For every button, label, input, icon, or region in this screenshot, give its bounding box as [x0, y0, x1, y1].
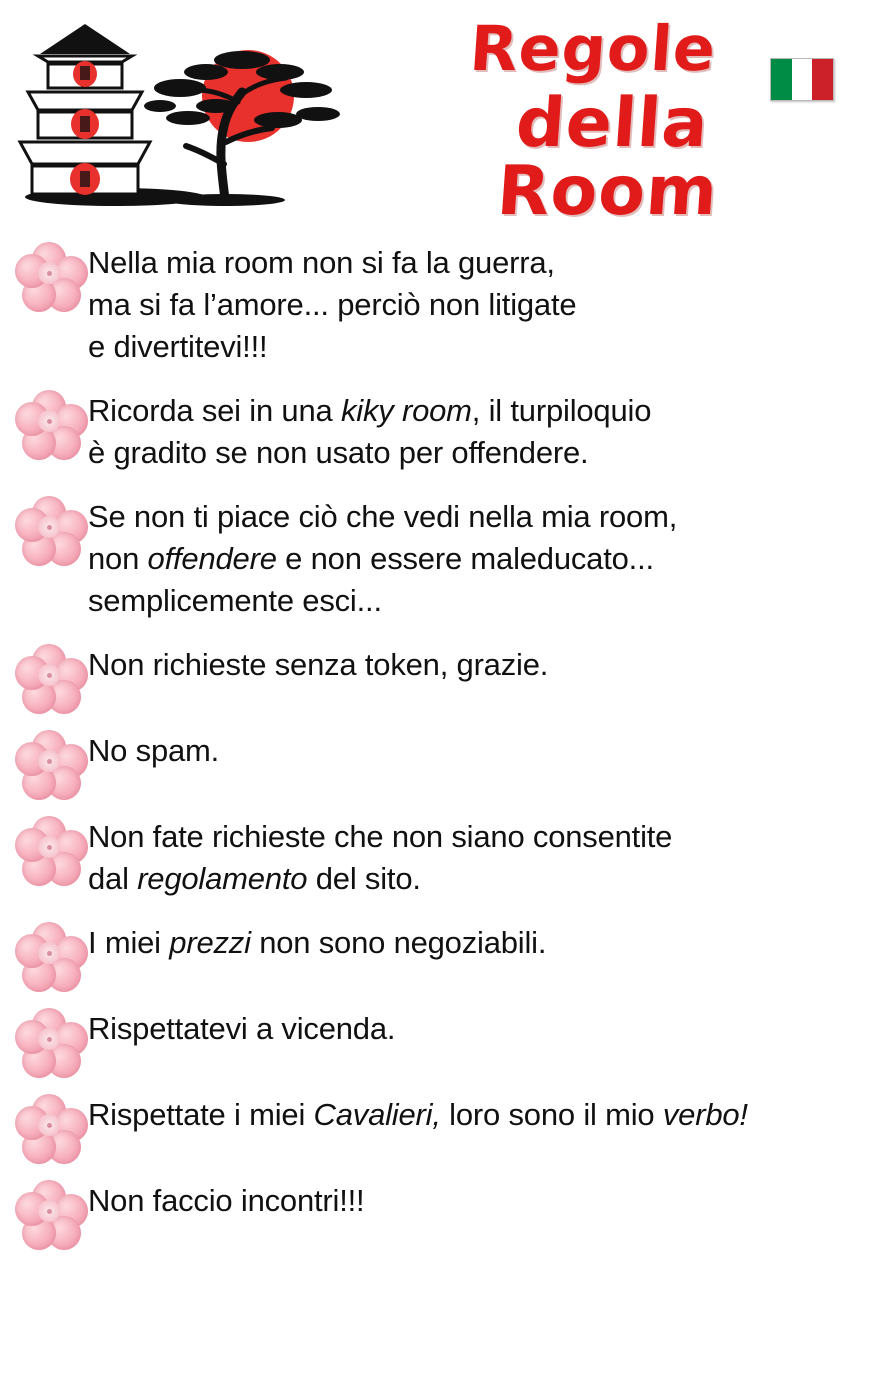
- plain-text: Se non ti piace ciò che vedi nella mia room,: [88, 499, 678, 534]
- plain-text: , il turpiloquio: [471, 393, 652, 428]
- rule-text: [88, 1090, 748, 1136]
- rule-text-line: [88, 1180, 364, 1222]
- header: [0, 0, 886, 232]
- cherry-blossom-icon: [14, 920, 88, 986]
- rule-text-line: [88, 284, 576, 326]
- emphasis-text: Cavalieri,: [313, 1097, 441, 1132]
- plain-text: Non faccio incontri!!!: [88, 1183, 365, 1218]
- rule-text-line: [88, 580, 677, 622]
- flag-stripe-red: [812, 59, 833, 100]
- emphasis-text: kiky room: [340, 393, 472, 428]
- rule-text-line: [88, 326, 576, 368]
- italian-flag: [770, 58, 834, 101]
- pagoda-cherry-tree-art: [10, 14, 360, 219]
- plain-text: ma si fa l’amore... perciò non litigate: [88, 287, 577, 322]
- emphasis-text: verbo!: [662, 1097, 748, 1132]
- cherry-blossom-icon: [14, 1178, 88, 1244]
- rules-list: [0, 232, 886, 1244]
- rule-text-line: [88, 858, 672, 900]
- cherry-blossom-icon: [14, 494, 88, 560]
- plain-text: I miei: [88, 925, 170, 960]
- rule-text: [88, 812, 672, 900]
- plain-text: non sono negoziabili.: [250, 925, 547, 960]
- rule-text: [88, 1176, 364, 1222]
- rule-text-line: [88, 538, 677, 580]
- cherry-blossom-icon: [14, 642, 88, 708]
- rule-text-line: [88, 730, 219, 772]
- rule-item: [0, 726, 886, 794]
- plain-text: Nella mia room non si fa la guerra,: [88, 245, 555, 280]
- plain-text: Rispettatevi a vicenda.: [88, 1011, 396, 1046]
- rule-item: [0, 1176, 886, 1244]
- rule-text: [88, 492, 677, 622]
- emphasis-text: regolamento: [137, 861, 308, 896]
- cherry-blossom-icon: [14, 1092, 88, 1158]
- rule-item: [0, 918, 886, 986]
- plain-text: loro sono il mio: [440, 1097, 663, 1132]
- plain-text: semplicemente esci...: [88, 583, 382, 618]
- rule-text-line: [88, 432, 651, 474]
- plain-text: e non essere maleducato...: [276, 541, 654, 576]
- rule-item: [0, 640, 886, 708]
- plain-text: Non richieste senza token, grazie.: [88, 647, 549, 682]
- plain-text: Ricorda sei in una: [88, 393, 341, 428]
- flag-stripe-green: [771, 59, 792, 100]
- rule-text: [88, 1004, 395, 1050]
- rule-text-line: [88, 1008, 395, 1050]
- plain-text: non: [88, 541, 148, 576]
- rule-text: [88, 386, 651, 474]
- plain-text: è gradito se non usato per offendere.: [88, 435, 589, 470]
- rule-item: [0, 1004, 886, 1072]
- rule-text: [88, 640, 548, 686]
- plain-text: Non fate richieste che non siano consentite: [88, 819, 673, 854]
- plain-text: e divertitevi!!!: [88, 329, 268, 364]
- rule-item: [0, 238, 886, 368]
- rule-item: [0, 386, 886, 474]
- rule-text-line: [88, 496, 677, 538]
- rule-text-line: [88, 644, 548, 686]
- cherry-blossom-icon: [14, 728, 88, 794]
- cherry-blossom-icon: [14, 240, 88, 306]
- page-title: [378, 12, 818, 231]
- plain-text: dal: [88, 861, 138, 896]
- rule-text: [88, 918, 546, 964]
- rule-text: [88, 238, 576, 368]
- cherry-blossom-icon: [14, 814, 88, 880]
- title-line-1: Regole: [467, 12, 719, 85]
- cherry-blossom-icon: [14, 388, 88, 454]
- title-line-2: della Room: [494, 84, 721, 231]
- flag-stripe-white: [792, 59, 813, 100]
- rule-item: [0, 812, 886, 900]
- plain-text: Rispettate i miei: [88, 1097, 314, 1132]
- rule-item: [0, 492, 886, 622]
- rule-item: [0, 1090, 886, 1158]
- emphasis-text: prezzi: [169, 925, 251, 960]
- cherry-blossom-icon: [14, 1006, 88, 1072]
- rule-text-line: [88, 390, 651, 432]
- rule-text-line: [88, 242, 576, 284]
- rule-text: [88, 726, 219, 772]
- emphasis-text: offendere: [147, 541, 277, 576]
- plain-text: No spam.: [88, 733, 220, 768]
- rule-text-line: [88, 1094, 748, 1136]
- rule-text-line: [88, 816, 672, 858]
- rule-text-line: [88, 922, 546, 964]
- plain-text: del sito.: [307, 861, 421, 896]
